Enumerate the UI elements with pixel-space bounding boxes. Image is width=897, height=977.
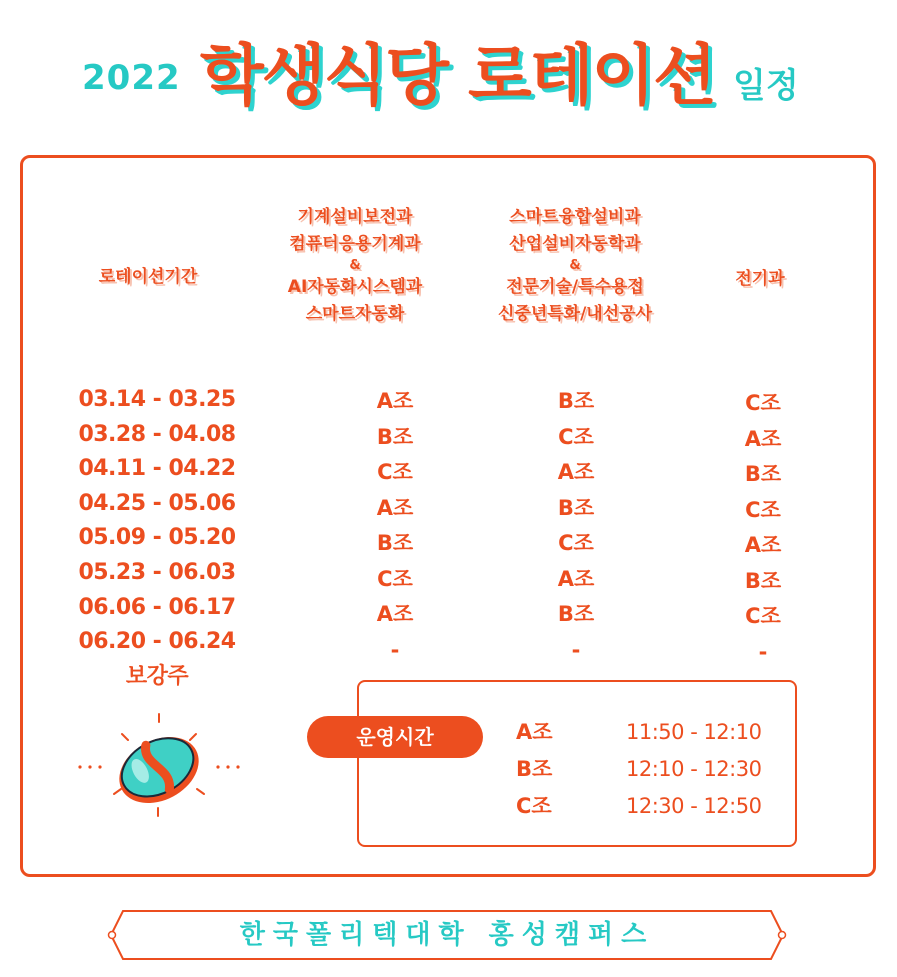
rotation-cell: - — [758, 639, 768, 664]
hours-time: 11:50 - 12:10 — [626, 720, 762, 744]
campus-name: 한국폴리텍대학 홍성캠퍼스 — [239, 920, 655, 950]
rotation-cell: B조 — [557, 495, 595, 520]
group2-rotation-column — [546, 384, 606, 668]
group1-amp: & — [349, 258, 361, 273]
rotation-cell: A조 — [557, 460, 595, 484]
rotation-cell: C조 — [745, 391, 781, 415]
group1-dept: 기계설비보전과 — [297, 207, 413, 227]
group3-column-header: 전기과 — [735, 269, 785, 289]
coffee-bean-icon — [74, 712, 244, 818]
period-row: 05.23 - 06.03 — [78, 559, 236, 585]
rotation-cell: C조 — [745, 497, 781, 522]
rotation-cell: B조 — [744, 568, 782, 593]
period-row-makeup-week: 보강주 — [125, 663, 189, 689]
period-row: 06.06 - 06.17 — [78, 594, 236, 620]
period-row: 03.28 - 04.08 — [78, 421, 236, 447]
hours-time: 12:30 - 12:50 — [626, 794, 762, 818]
period-row: 03.14 - 03.25 — [78, 387, 236, 412]
group1-dept: AI자동화시스템과 — [287, 277, 423, 297]
group2-dept: 스마트융합설비과 — [509, 207, 641, 227]
rotation-cell: A조 — [744, 426, 782, 451]
hours-time-list — [626, 714, 761, 825]
hours-time: 12:10 - 12:30 — [626, 757, 762, 781]
period-row: 05.09 - 05.20 — [78, 525, 236, 551]
rotation-cell: B조 — [744, 462, 782, 486]
rotation-cell: A조 — [376, 389, 414, 413]
rotation-cell: A조 — [744, 533, 782, 557]
period-column-header: 로테이션기간 — [98, 267, 198, 287]
rotation-cell: B조 — [557, 389, 595, 413]
year-label: 2022 — [82, 58, 181, 98]
group1-rotation-column — [365, 384, 425, 668]
rotation-cell: B조 — [376, 424, 414, 449]
rotation-cell: C조 — [377, 566, 413, 591]
hours-group: B조 — [516, 757, 553, 781]
group2-amp: & — [569, 258, 581, 273]
rotation-cell: C조 — [558, 531, 594, 555]
group2-column-header — [460, 204, 690, 328]
rotation-cell: C조 — [745, 604, 781, 628]
period-list — [72, 383, 242, 694]
period-row: 04.11 - 04.22 — [78, 456, 236, 482]
hours-group-list — [516, 714, 553, 825]
group1-dept: 컴퓨터응용기계과 — [289, 234, 421, 254]
rotation-cell: - — [390, 637, 400, 662]
rotation-cell: A조 — [376, 602, 414, 626]
rotation-cell: A조 — [557, 566, 595, 591]
group2-dept: 전문기술/특수용접 — [506, 277, 644, 297]
period-row: 04.25 - 05.06 — [78, 490, 236, 516]
hours-group: A조 — [516, 720, 553, 744]
rotation-cell: C조 — [377, 460, 413, 484]
group2-dept: 산업설비자동학과 — [509, 234, 641, 254]
period-row: 06.20 - 06.24 — [78, 629, 236, 655]
rotation-cell: - — [571, 637, 581, 662]
rotation-cell: C조 — [558, 424, 594, 449]
rotation-cell: B조 — [376, 531, 414, 555]
title-suffix: 일정 — [733, 66, 799, 106]
operating-hours-label: 운영시간 — [307, 716, 483, 758]
rotation-cell: A조 — [376, 495, 414, 520]
group1-column-header — [250, 204, 460, 328]
page-title: 학생식당 로테이션 — [200, 37, 716, 114]
group1-dept: 스마트자동화 — [305, 304, 405, 324]
group2-dept: 신중년특화/내선공사 — [497, 304, 652, 324]
rotation-cell: B조 — [557, 602, 595, 626]
group3-rotation-column — [733, 386, 793, 670]
hours-group: C조 — [516, 794, 552, 818]
